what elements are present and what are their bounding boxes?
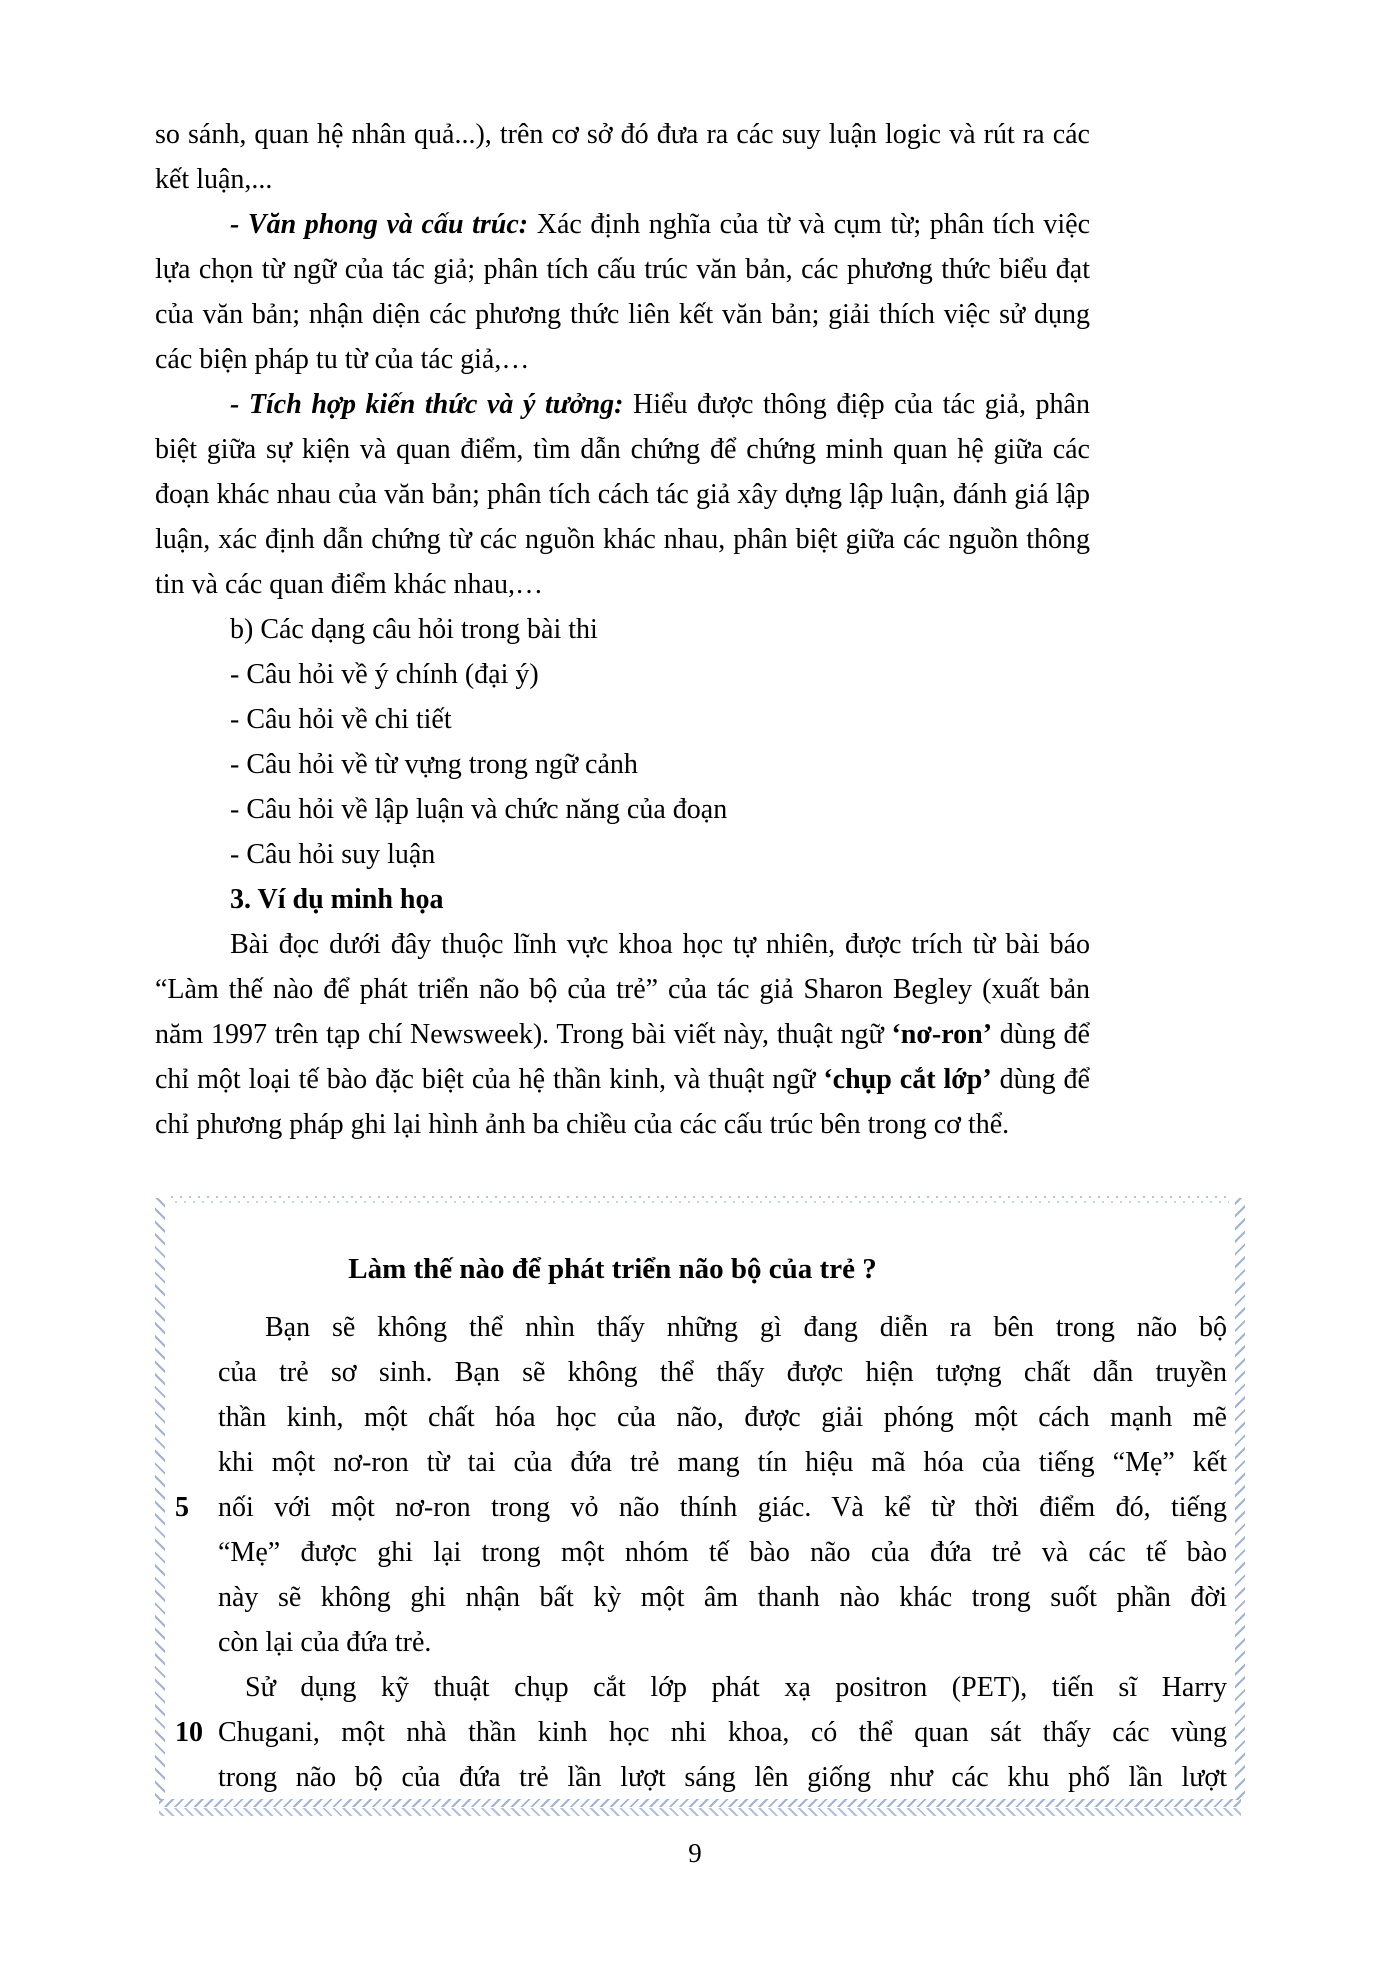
- passage-body: [155, 1305, 1245, 1800]
- line-number: [155, 1440, 218, 1485]
- main-text-column: [155, 112, 1090, 1147]
- passage-line: [155, 1350, 1245, 1395]
- passage-line-text: này sẽ không ghi nhận bất kỳ một âm thanh nào khác trong suốt phần đời: [218, 1582, 1227, 1613]
- passage-line: [155, 1620, 1245, 1665]
- passage-line-text: Bạn sẽ không thể nhìn thấy những gì đang diễn ra bên trong não bộ: [265, 1312, 1227, 1343]
- paragraph-lead-integration: - Tích hợp kiến thức và ý tưởng:: [230, 389, 624, 420]
- paragraph-integration: [155, 382, 1090, 607]
- term-neuron: ‘nơ-ron’: [891, 1019, 993, 1050]
- passage-line-text: thần kinh, một chất hóa học của não, được giải phóng một cách mạnh mẽ: [218, 1402, 1227, 1433]
- passage-line: [155, 1710, 1245, 1755]
- line-number: [155, 1755, 218, 1800]
- passage-line: [155, 1485, 1245, 1530]
- term-ct-scan: ‘chụp cắt lớp’: [823, 1064, 992, 1095]
- page-number: 9: [688, 1838, 702, 1868]
- paragraph-writing-style: [155, 202, 1090, 382]
- passage-line: [155, 1575, 1245, 1620]
- passage-line-text: trong não bộ của đứa trẻ lần lượt sáng lên giống như các khu phố lần lượt: [218, 1762, 1227, 1793]
- passage-line: [155, 1440, 1245, 1485]
- line-number-10: 10: [175, 1717, 203, 1748]
- passage-line: [155, 1305, 1245, 1350]
- passage-line-text: nối với một nơ-ron trong vỏ não thính giác. Và kể từ thời điểm đó, tiếng: [218, 1492, 1227, 1523]
- intro-text-2: dùng để chỉ một loại tế bào đặc biệt của hệ thần kinh, và thuật ngữ: [155, 1019, 1090, 1095]
- question-types-header: b) Các dạng câu hỏi trong bài thi: [230, 614, 598, 645]
- box-border-top-outer: [171, 1196, 1229, 1198]
- line-number: [155, 1665, 218, 1710]
- paragraph-lead-writing-style: - Văn phong và cấu trúc:: [230, 209, 529, 240]
- intro-text-3: dùng để chỉ phương pháp ghi lại hình ảnh ba chiều của các cấu trúc bên trong cơ thể.: [155, 1064, 1090, 1140]
- question-type-inference: - Câu hỏi suy luận: [230, 839, 436, 870]
- passage-line-text: Chugani, một nhà thần kinh học nhi khoa, có thể quan sát thấy các vùng: [218, 1717, 1227, 1748]
- section-heading-example: 3. Ví dụ minh họa: [230, 884, 444, 915]
- paragraph-continuation: so sánh, quan hệ nhân quả...), trên cơ sở đó đưa ra các suy luận logic và rút ra các kết luận,...: [155, 119, 1090, 195]
- passage-line-text: Sử dụng kỹ thuật chụp cắt lớp phát xạ positron (PET), tiến sĩ Harry: [245, 1672, 1227, 1703]
- passage-line: [155, 1395, 1245, 1440]
- passage-line: [155, 1530, 1245, 1575]
- question-type-detail: - Câu hỏi về chi tiết: [230, 704, 452, 735]
- box-border-bottom-outer: [159, 1799, 1241, 1807]
- passage-line-text: khi một nơ-ron từ tai của đứa trẻ mang tín hiệu mã hóa của tiếng “Mẹ” kết: [218, 1447, 1227, 1478]
- line-number: [155, 1530, 218, 1575]
- box-border-top-inner: [175, 1201, 1229, 1203]
- passage-line-text: “Mẹ” được ghi lại trong một nhóm tế bào não của đứa trẻ và các tế bào: [218, 1537, 1227, 1568]
- line-number: [155, 1575, 218, 1620]
- line-number-5: 5: [175, 1492, 189, 1523]
- paragraph-intro-example: [155, 922, 1090, 1147]
- box-border-bottom-inner: [159, 1808, 1241, 1816]
- passage-title: Làm thế nào để phát triển não bộ của trẻ ?: [348, 1253, 877, 1285]
- line-number: [155, 1350, 218, 1395]
- question-type-argument: - Câu hỏi về lập luận và chức năng của đoạn: [230, 794, 728, 825]
- reading-passage-box: [155, 1196, 1245, 1816]
- line-number: [155, 1305, 218, 1350]
- intro-text-1: Bài đọc dưới đây thuộc lĩnh vực khoa học tự nhiên, được trích từ bài báo “Làm thế nào để phát triển não bộ của trẻ” của tác giả Sharon Begley (xuất bản năm 1997 trên tạp chí Newsweek). Trong bài viết này, thuật ngữ: [155, 929, 1090, 1050]
- passage-line-text: của trẻ sơ sinh. Bạn sẽ không thể thấy được hiện tượng chất dẫn truyền: [218, 1357, 1227, 1388]
- passage-line: [155, 1665, 1245, 1710]
- paragraph-body-integration: Hiểu được thông điệp của tác giả, phân biệt giữa sự kiện và quan điểm, tìm dẫn chứng để chứng minh quan hệ giữa các đoạn khác nhau của văn bản; phân tích cách tác giả xây dựng lập luận, đánh giá lập luận, xác định dẫn chứng từ các nguồn khác nhau, phân biệt giữa các nguồn thông tin và các quan điểm khác nhau,…: [155, 389, 1090, 600]
- paragraph-body-writing-style: Xác định nghĩa của từ và cụm từ; phân tích việc lựa chọn từ ngữ của tác giả; phân tích cấu trúc văn bản, các phương thức biểu đạt của văn bản; nhận diện các phương thức liên kết văn bản; giải thích việc sử dụng các biện pháp tu từ của tác giả,…: [155, 209, 1090, 375]
- question-type-main-idea: - Câu hỏi về ý chính (đại ý): [230, 659, 539, 690]
- line-number: [155, 1620, 218, 1665]
- passage-line: [155, 1755, 1245, 1800]
- question-type-vocabulary: - Câu hỏi về từ vựng trong ngữ cảnh: [230, 749, 638, 780]
- passage-line-text: còn lại của đứa trẻ.: [218, 1627, 432, 1658]
- line-number: [155, 1395, 218, 1440]
